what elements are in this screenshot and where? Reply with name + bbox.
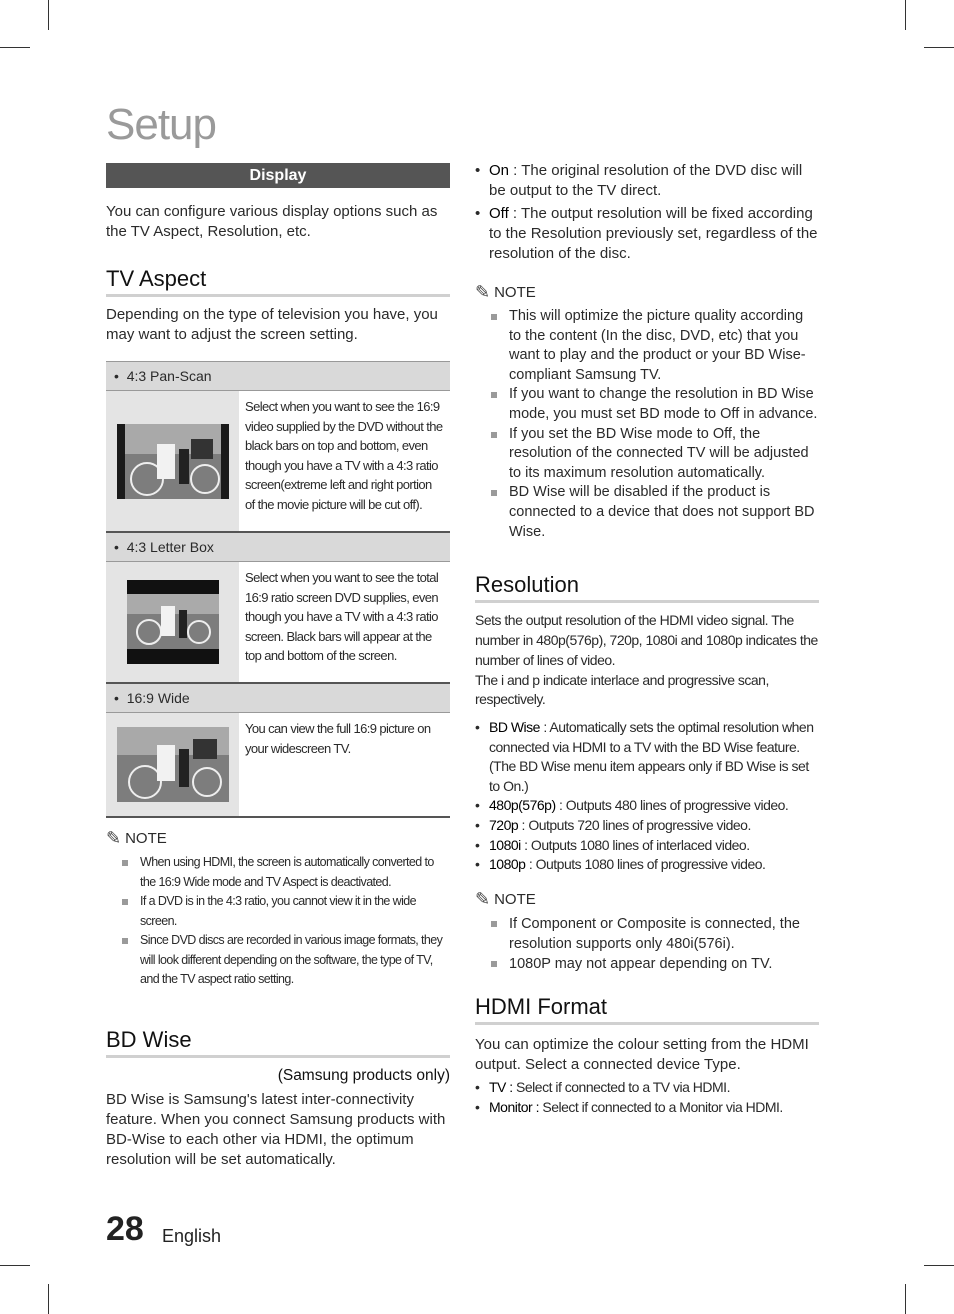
- hdmi-format-options: [475, 1077, 819, 1117]
- bd-wise-option-off: [475, 204, 819, 264]
- resolution-intro: [475, 611, 819, 710]
- resolution-intro-2: The i and p indicate interlace and progressive scan, respectively.: [475, 671, 769, 708]
- bd-wise-subheading: (Samsung products only): [277, 1066, 450, 1084]
- aspect-letter-box-desc: Select when you want to see the total 16:9 ratio screen DVD supplies, even though you have a TV with a 4:3 ratio screen. Black bars will appear at the top and bottom of the screen.: [245, 570, 439, 663]
- note-item: This will optimize the picture quality according to the content (In the disc, DVD, etc) that you want to play and the product or your BD Wise-compliant Samsung TV.: [491, 307, 819, 385]
- bd-wise-options: [475, 161, 819, 264]
- resolution-option: [475, 718, 819, 796]
- tv-aspect-note: [106, 828, 450, 849]
- tv-aspect-intro: Depending on the type of television you have, you may want to adjust the screen setting.: [106, 306, 438, 343]
- pan-scan-photo: [117, 424, 229, 499]
- note-item: BD Wise will be disabled if the product is connected to a device that does not support BD Wise.: [491, 483, 819, 542]
- resolution-heading: Resolution: [475, 572, 819, 603]
- right-column: [475, 163, 819, 1117]
- wide-photo: [117, 727, 229, 802]
- display-banner: Display: [106, 163, 450, 188]
- aspect-row: [106, 713, 450, 818]
- chapter-title: Setup: [106, 100, 216, 149]
- note-item: If Component or Composite is connected, the resolution supports only 480i(576i).: [491, 914, 819, 954]
- note-item: 1080P may not appear depending on TV.: [491, 954, 819, 974]
- option-key: On: [489, 162, 510, 179]
- aspect-row-label: • 16:9 Wide: [106, 684, 450, 713]
- image-cell: [106, 713, 239, 816]
- note-item: If a DVD is in the 4:3 ratio, you cannot view it in the wide screen.: [122, 892, 450, 931]
- crop-mark: [0, 47, 30, 48]
- image-cell: [106, 391, 239, 531]
- tv-aspect-heading: TV Aspect: [106, 266, 450, 297]
- crop-mark: [905, 1284, 906, 1314]
- option-key: 720p: [489, 817, 519, 834]
- crop-mark: [924, 1265, 954, 1266]
- note-item: If you want to change the resolution in BD Wise mode, you must set BD mode to Off in advance.: [491, 385, 819, 424]
- display-intro: You can configure various display options such as the TV Aspect, Resolution, etc.: [106, 203, 438, 240]
- note-item: If you set the BD Wise mode to Off, the resolution of the connected TV will be adjusted to its maximum resolution automatically.: [491, 425, 819, 484]
- hdmi-format-intro: You can optimize the colour setting from the HDMI output. Select a connected device Type.: [475, 1035, 809, 1073]
- note-label: NOTE: [494, 890, 536, 908]
- aspect-row: [106, 391, 450, 533]
- letter-box-photo: [127, 580, 219, 664]
- option-text: : Outputs 1080 lines of interlaced video.: [520, 836, 750, 853]
- tv-aspect-notes: [106, 853, 450, 990]
- tv-aspect-table: [106, 361, 450, 818]
- page-language: English: [162, 1226, 222, 1246]
- resolution-option: [475, 796, 819, 816]
- option-text: : Outputs 480 lines of progressive video.: [555, 797, 789, 814]
- option-key: 1080p: [489, 856, 526, 873]
- note-label: NOTE: [125, 830, 167, 847]
- crop-mark: [48, 1284, 49, 1314]
- option-text: : The output resolution will be fixed according to the Resolution previously set, regardless of the resolution of the disc.: [489, 205, 818, 262]
- note-item: Since DVD discs are recorded in various image formats, they will look different depending on the software, the type of TV, and the TV aspect ratio setting.: [122, 931, 450, 990]
- option-text: : The original resolution of the DVD disc will be output to the TV direct.: [489, 162, 803, 199]
- bd-wise-option-on: [475, 161, 819, 201]
- pencil-icon: ✎: [475, 282, 491, 302]
- option-key: 1080i: [489, 836, 521, 853]
- option-key: BD Wise: [489, 719, 540, 736]
- option-key: 480p(576p): [489, 797, 556, 814]
- resolution-option: [475, 855, 819, 875]
- aspect-row: [106, 562, 450, 684]
- resolution-option: [475, 816, 819, 836]
- pencil-icon: ✎: [475, 888, 491, 909]
- bd-wise-intro: BD Wise is Samsung's latest inter-connectivity feature. When you connect Samsung products with BD-Wise to each other via HDMI, the optimum resolution will be set automatically.: [106, 1090, 446, 1168]
- option-key: TV :: [489, 1078, 513, 1095]
- aspect-wide-desc: You can view the full 16:9 picture on your widescreen TV.: [245, 721, 431, 756]
- resolution-note: [475, 889, 819, 910]
- bd-wise-heading: BD Wise: [106, 1027, 450, 1058]
- option-text: : Automatically sets the optimal resolution when connected via HDMI to a TV with the BD Wise feature. (The BD Wise menu item appears only if BD Wise is set to On.): [489, 719, 814, 794]
- aspect-pan-scan-desc: Select when you want to see the 16:9 video supplied by the DVD without the black bars on top and bottom, even though you have a TV with a 4:3 ratio screen(extreme left and right portion of the movie picture will be cut off).: [245, 399, 443, 512]
- left-column: [106, 163, 450, 1170]
- note-item: When using HDMI, the screen is automatically converted to the 16:9 Wide mode and TV Aspect is deactivated.: [122, 853, 450, 892]
- bd-wise-note: [475, 282, 819, 303]
- bd-wise-notes: [475, 307, 819, 542]
- option-key: Monitor :: [489, 1098, 539, 1115]
- option-text: Select if connected to a Monitor via HDMI.: [538, 1098, 783, 1115]
- hdmi-option-tv: [475, 1077, 819, 1097]
- pencil-icon: ✎: [106, 828, 122, 848]
- hdmi-format-heading: HDMI Format: [475, 994, 819, 1025]
- note-label: NOTE: [494, 284, 536, 301]
- option-key: Off: [489, 205, 509, 222]
- option-text: Select if connected to a TV via HDMI.: [512, 1078, 730, 1095]
- crop-mark: [0, 1265, 30, 1266]
- resolution-option: [475, 836, 819, 856]
- aspect-pan-scan-label: 4:3 Pan-Scan: [126, 368, 212, 384]
- page-number: 28: [106, 1210, 144, 1248]
- aspect-row-label: • 4:3 Letter Box: [106, 533, 450, 562]
- aspect-letter-box-label: 4:3 Letter Box: [126, 539, 214, 555]
- option-text: : Outputs 1080 lines of progressive video.: [525, 856, 766, 873]
- crop-mark: [48, 0, 49, 30]
- image-cell: [106, 562, 239, 682]
- hdmi-option-monitor: [475, 1097, 819, 1117]
- aspect-wide-label: 16:9 Wide: [126, 690, 190, 706]
- resolution-notes: [475, 914, 819, 974]
- crop-mark: [924, 47, 954, 48]
- aspect-row-label: • 4:3 Pan-Scan: [106, 362, 450, 391]
- crop-mark: [905, 0, 906, 30]
- option-text: : Outputs 720 lines of progressive video.: [518, 817, 751, 834]
- resolution-options: [475, 718, 819, 875]
- resolution-intro-1: Sets the output resolution of the HDMI video signal. The number in 480p(576p), 720p, 1080i and 1080p indicates the number of lines of video.: [475, 612, 818, 668]
